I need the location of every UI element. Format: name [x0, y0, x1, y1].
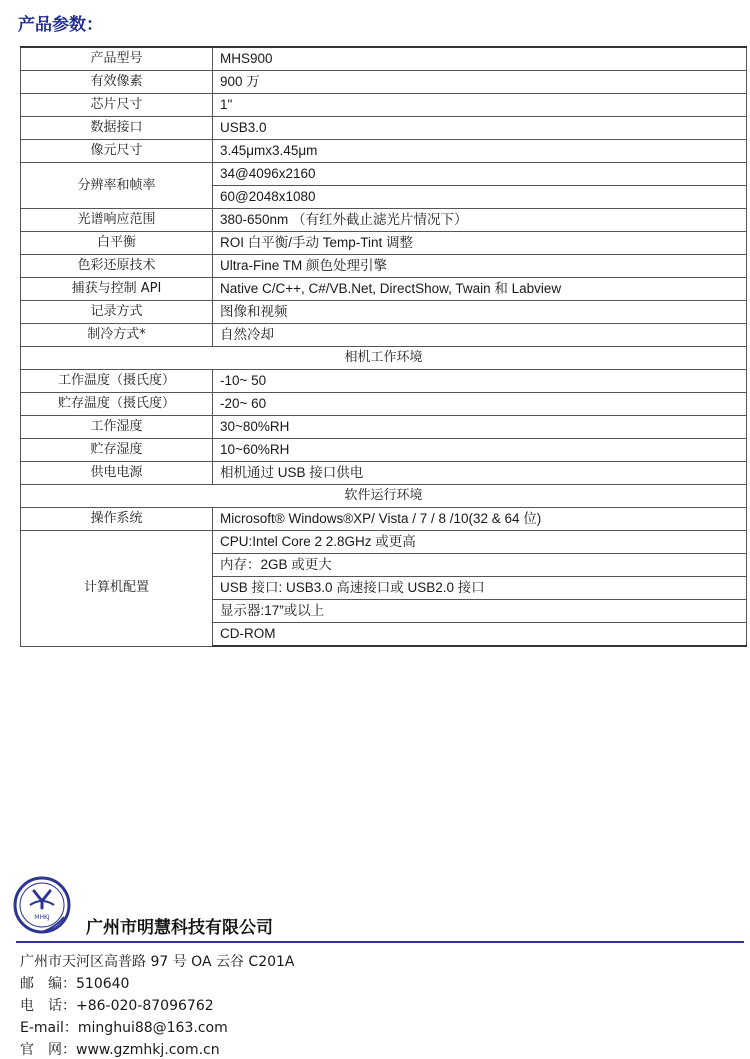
- spec-value: 相机通过 USB 接口供电: [213, 462, 747, 485]
- table-row: [21, 370, 747, 393]
- spec-value: USB3.0: [213, 117, 747, 140]
- spec-value: USB 接口: USB3.0 高速接口或 USB2.0 接口: [213, 577, 747, 600]
- website-link[interactable]: www.gzmhkj.com.cn: [76, 1042, 220, 1058]
- spec-label: 计算机配置: [21, 531, 213, 647]
- table-row: [21, 163, 747, 186]
- logo-text: MHKJ: [34, 914, 50, 921]
- spec-value: ROI 白平衡/手动 Temp-Tint 调整: [213, 232, 747, 255]
- spec-table: [20, 46, 747, 647]
- company-name: 广州市明慧科技有限公司: [86, 918, 273, 938]
- spec-label: 像元尺寸: [21, 140, 213, 163]
- postcode-line: [20, 973, 129, 993]
- spec-value: 10~60%RH: [213, 439, 747, 462]
- spec-value: Native C/C++, C#/VB.Net, DirectShow, Twain 和 Labview: [213, 278, 747, 301]
- spec-value: 1": [213, 94, 747, 117]
- spec-value: 内存：2GB 或更大: [213, 554, 747, 577]
- table-row: [21, 94, 747, 117]
- spec-label: 工作温度（摄氏度）: [21, 370, 213, 393]
- spec-label: 产品型号: [21, 47, 213, 71]
- spec-label: 光谱响应范围: [21, 209, 213, 232]
- section-header-row: [21, 485, 747, 508]
- spec-value: 60@2048x1080: [213, 186, 747, 209]
- postcode-value: 510640: [76, 976, 130, 992]
- section-title-software-env: 软件运行环境: [21, 485, 747, 508]
- postcode-label: 邮 编：: [20, 976, 76, 992]
- spec-value: 显示器:17”或以上: [213, 600, 747, 623]
- email-value[interactable]: minghui88@163.com: [77, 1020, 228, 1036]
- table-row: [21, 47, 747, 71]
- spec-label: 贮存湿度: [21, 439, 213, 462]
- table-row: [21, 140, 747, 163]
- spec-label: 数据接口: [21, 117, 213, 140]
- company-logo: [12, 875, 72, 935]
- spec-value: CD-ROM: [213, 623, 747, 647]
- spec-value: 30~80%RH: [213, 416, 747, 439]
- spec-value: 380-650nm （有红外截止滤光片情况下）: [213, 209, 747, 232]
- spec-label: 贮存温度（摄氏度）: [21, 393, 213, 416]
- spec-value: -20~ 60: [213, 393, 747, 416]
- spec-label: 分辨率和帧率: [21, 163, 213, 209]
- spec-label: 工作湿度: [21, 416, 213, 439]
- spec-value: Microsoft® Windows®XP/ Vista / 7 / 8 /10(32 & 64 位): [213, 508, 747, 531]
- spec-label: 有效像素: [21, 71, 213, 94]
- website-label: 官 网：: [20, 1042, 76, 1058]
- spec-label: 操作系统: [21, 508, 213, 531]
- address-line: 广州市天河区高普路 97 号 OA 云谷 C201A: [20, 954, 295, 970]
- spec-value: 3.45μmx3.45μm: [213, 140, 747, 163]
- phone-value: +86-020-87096762: [76, 998, 214, 1014]
- table-row: [21, 209, 747, 232]
- spec-label: 供电电源: [21, 462, 213, 485]
- website-line: [20, 1039, 220, 1059]
- spec-value: 34@4096x2160: [213, 163, 747, 186]
- table-row: [21, 393, 747, 416]
- table-row: [21, 117, 747, 140]
- spec-label: 白平衡: [21, 232, 213, 255]
- spec-value: MHS900: [213, 47, 747, 71]
- table-row: [21, 416, 747, 439]
- section-header-row: [21, 347, 747, 370]
- footer-divider: [16, 941, 744, 943]
- table-row: [21, 255, 747, 278]
- page-heading: 产品参数：: [18, 15, 103, 35]
- table-row: [21, 508, 747, 531]
- spec-label: 捕获与控制 API: [21, 278, 213, 301]
- phone-line: [20, 995, 214, 1015]
- spec-value: Ultra-Fine TM 颜色处理引擎: [213, 255, 747, 278]
- spec-value: CPU:Intel Core 2 2.8GHz 或更高: [213, 531, 747, 554]
- spec-label: 制冷方式*: [21, 324, 213, 347]
- spec-label: 芯片尺寸: [21, 94, 213, 117]
- spec-value: -10~ 50: [213, 370, 747, 393]
- spec-value: 图像和视频: [213, 301, 747, 324]
- spec-label: 记录方式: [21, 301, 213, 324]
- phone-label: 电 话：: [20, 998, 76, 1014]
- table-row: [21, 71, 747, 94]
- table-row: [21, 462, 747, 485]
- table-row: [21, 439, 747, 462]
- email-line: [20, 1017, 228, 1037]
- table-row: [21, 324, 747, 347]
- section-title-camera-env: 相机工作环境: [21, 347, 747, 370]
- email-label: E-mail：: [20, 1020, 78, 1036]
- table-row: [21, 531, 747, 554]
- table-row: [21, 232, 747, 255]
- table-row: [21, 278, 747, 301]
- spec-value: 自然冷却: [213, 324, 747, 347]
- table-row: [21, 301, 747, 324]
- spec-label: 色彩还原技术: [21, 255, 213, 278]
- spec-value: 900 万: [213, 71, 747, 94]
